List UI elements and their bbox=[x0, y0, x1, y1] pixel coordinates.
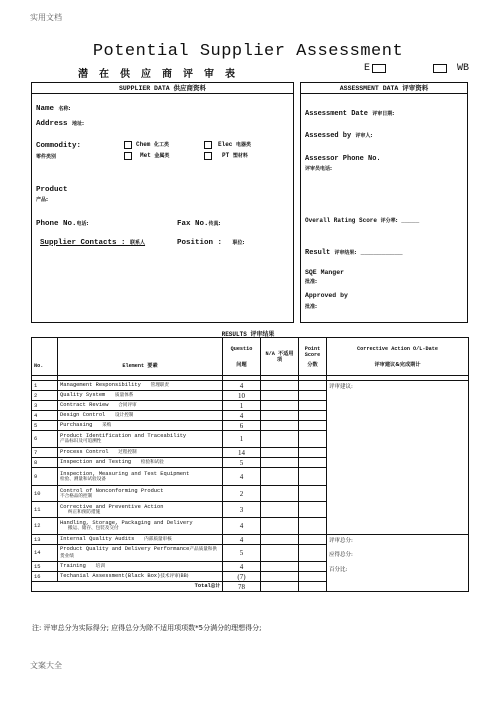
assessment-data-heading: ASSESSMENT DATA 评审资料 bbox=[301, 83, 467, 94]
commodity-pt-label: PT 塑材料 bbox=[222, 152, 248, 159]
product-cn-label: 产品: bbox=[36, 197, 48, 203]
table-row: 15 Training 培训 4 bbox=[32, 562, 469, 572]
table-row: 9 Inspection, Measuring and Test Equipment 检验、测量和试验设备 4 bbox=[32, 468, 469, 486]
total-label: Total总计 bbox=[58, 582, 223, 592]
mark-e-label: E bbox=[364, 63, 371, 74]
table-row: 1 Management Responsibility 管理职责 4 评审建议: bbox=[32, 381, 469, 391]
position-field[interactable]: Position : 职位: bbox=[177, 239, 245, 247]
commodity-chem-checkbox[interactable] bbox=[124, 141, 132, 149]
footnote: 注: 评审总分为实际得分; 应得总分为除不适用项项数*5分满分的理想得分; bbox=[32, 624, 262, 632]
header-element: Element 要素 bbox=[58, 338, 223, 376]
header-point-score: Point Score 分数 bbox=[299, 338, 327, 376]
table-row: 10 Control of Nonconforming Product 不合格品的控制 2 bbox=[32, 486, 469, 502]
result-field[interactable]: Result 评审结果: __________ bbox=[305, 249, 403, 257]
table-row: 14 Product Quality and Delivery Performance产品质量和供货业绩 5 bbox=[32, 545, 469, 562]
results-table bbox=[31, 337, 469, 592]
header-corrective-action: Corrective Action O/L-Date 评审建议&完成期计 bbox=[327, 338, 469, 376]
table-row: 3 Contract Review 合同评审 1 bbox=[32, 401, 469, 411]
document-title: Potential Supplier Assessment bbox=[92, 42, 404, 61]
supplier-contacts-field[interactable]: Supplier Contacts : 联系人 bbox=[40, 239, 146, 247]
commodity-chem-label: Chem 化工类 bbox=[136, 141, 170, 148]
table-row: 5 Purchasing 采购 6 bbox=[32, 421, 469, 431]
score-summary-cell[interactable]: 评审总分: 应得总分: 百分比: bbox=[327, 535, 469, 592]
table-row: 11 Corrective and Preventive Action 纠正和预防措施 3 bbox=[32, 502, 469, 518]
page-footer-tag: 文案大全 bbox=[30, 661, 62, 670]
table-row: 12 Handling, Storage, Packaging and Delivery 搬运、储存、包装及交付 4 bbox=[32, 518, 469, 535]
table-row: 13 Internal Quality Audits 内部质量审核 4 评审总分: 应得总分: 百分比: bbox=[32, 535, 469, 545]
commodity-cn-label: 零件类别 bbox=[36, 154, 57, 160]
supplier-address-field[interactable]: Address 地址: bbox=[36, 120, 85, 128]
results-header-row bbox=[32, 338, 469, 376]
mark-e-box[interactable] bbox=[372, 64, 386, 73]
commodity-elec-checkbox[interactable] bbox=[204, 141, 212, 149]
suggestion-cell[interactable]: 评审建议: bbox=[327, 381, 469, 535]
fax-field[interactable]: Fax No.传真: bbox=[177, 220, 221, 228]
assessed-by-field[interactable]: Assessed by 评审人: bbox=[305, 132, 373, 140]
approved-by-cn-label: 批准: bbox=[305, 304, 317, 310]
header-na: N/A 不适用项 bbox=[261, 338, 299, 376]
document-title-cn: 潜在供应商评审表 bbox=[78, 69, 246, 80]
total-value: 78 bbox=[223, 582, 261, 592]
commodity-label: Commodity: bbox=[36, 142, 82, 150]
assessment-date-field[interactable]: Assessment Date 评审日期: bbox=[305, 110, 395, 118]
table-row: 8 Inspection and Testing 检验和试验 5 bbox=[32, 458, 469, 468]
header-no: No. bbox=[32, 338, 58, 376]
page-header-tag: 实用文档 bbox=[30, 13, 62, 22]
table-row: 6 Product Identification and Traceability 产品标识及可追溯性 1 bbox=[32, 431, 469, 448]
sqe-manager-label: SQE Manger bbox=[305, 269, 345, 276]
assessor-phone-field[interactable]: Assessor Phone No. bbox=[305, 155, 381, 163]
sqe-approve-label: 批准: bbox=[305, 279, 317, 285]
header-question: Questio 问题 bbox=[223, 338, 261, 376]
table-row: 7 Process Control 过程控制 14 bbox=[32, 448, 469, 458]
table-row: 2 Quality System 质量体系 10 bbox=[32, 391, 469, 401]
overall-rating-score-field[interactable]: Overall Rating Score 评分率: _____ bbox=[305, 217, 420, 224]
product-field[interactable]: Product bbox=[36, 186, 68, 194]
assessor-phone-cn-label: 评审员电话: bbox=[305, 166, 333, 172]
table-row: 16 Techanial Assessment(Black Box)技术评审(BB) (7) bbox=[32, 572, 469, 582]
results-title: RESULTS 评审结果 bbox=[221, 331, 275, 338]
supplier-data-panel bbox=[31, 82, 294, 323]
supplier-data-heading: SUPPLIER DATA 供应商资料 bbox=[32, 83, 293, 94]
commodity-elec-label: Elec 电器类 bbox=[218, 141, 252, 148]
approved-by-label: Approved by bbox=[305, 292, 348, 299]
mark-wb-box[interactable] bbox=[433, 64, 447, 73]
assessment-data-panel bbox=[300, 82, 468, 323]
commodity-met-checkbox[interactable] bbox=[124, 152, 132, 160]
mark-wb-label: WB bbox=[457, 63, 470, 74]
table-row: 4 Design Control 设计控制 4 bbox=[32, 411, 469, 421]
supplier-name-field[interactable]: Name 名称: bbox=[36, 105, 71, 113]
commodity-pt-checkbox[interactable] bbox=[204, 152, 212, 160]
phone-field[interactable]: Phone No.电话: bbox=[36, 220, 89, 228]
commodity-met-label: Met 金属类 bbox=[140, 152, 170, 159]
